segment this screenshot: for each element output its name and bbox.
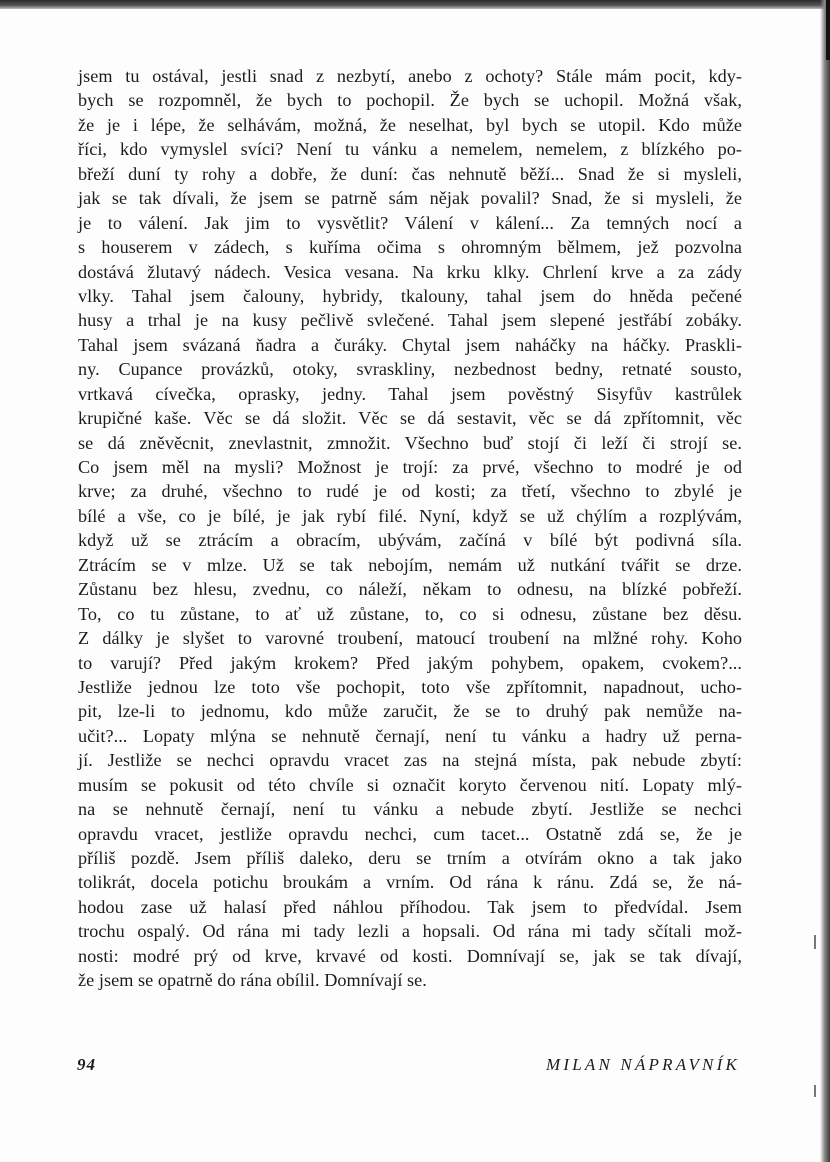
text-line: To, co tu zůstane, to ať už zůstane, to, co si odnesu, zůstane bez děsu. [78, 603, 742, 624]
scan-edge-corner [826, 0, 830, 60]
text-line: když už se ztrácím a obracím, ubývám, začíná v bílé být podivná síla. [78, 530, 742, 551]
text-line: je to válení. Jak jim to vysvětlit? Válení v kálení... Za temných nocí a [78, 212, 742, 233]
running-head-author: MILAN NÁPRAVNÍK [545, 1055, 740, 1074]
text-line: učit?... Lopaty mlýna se nehnutě černají, není tu vánku a hadry už pernа- [78, 725, 742, 746]
text-line: opravdu vracet, jestliže opravdu nechci, cum tacet... Ostatně zdá se, že je [78, 823, 742, 844]
text-line: příliš pozdě. Jsem příliš daleko, deru se trním a otvírám okno a tak jako [78, 848, 742, 868]
text-line: trochu ospalý. Od rána mi tady lezli a hopsali. Od rána mi tady sčítali mož- [78, 921, 742, 942]
text-line: dostává žlutavý nádech. Vesica vesana. Na krku klky. Chrlení krve a za zády [78, 261, 742, 282]
body-text [78, 64, 742, 993]
scan-edge-top [0, 0, 830, 9]
margin-mark [814, 935, 816, 949]
text-line: na se nehnutě černají, není tu vánku a nebude zbytí. Jestliže se nechci [78, 799, 742, 820]
text-line: Ztrácím se v mlze. Už se tak nebojím, nemám už nutkání tvářit se drze. [78, 554, 742, 575]
text-line: musím se pokusit od této chvíle si označit koryto červenou nití. Lopaty mlý- [78, 774, 742, 795]
text-line: bych se rozpomněl, že bych to pochopil. Že bych se uchopil. Možná však, [78, 90, 742, 111]
text-line: Co jsem měl na mysli? Možnost je trojí: za prvé, všechno to modré je od [78, 457, 742, 477]
text-line: vlky. Tahal jsem čalouny, hybridy, tkalouny, tahal jsem do hněda pečené [78, 285, 742, 306]
text-line: že je i lépe, že selhávám, možná, že neselhat, byl bych se utopil. Kdo může [78, 114, 742, 135]
text-line: ny. Cupance provázků, otoky, svraskliny, nezbednost bedny, retnaté sousto, [78, 359, 742, 380]
text-line: Zůstanu bez hlesu, zvednu, co náleží, někam to odnesu, na blízké pobřeží. [78, 579, 742, 600]
page-number: 94 [77, 1055, 96, 1074]
text-line: břeží duní ty rohy a dobře, že duní: čas nehnutě běží... Snad že si mysleli, [78, 163, 742, 184]
text-line: říci, kdo vymyslel svíci? Není tu vánku a nemelem, nemelem, z blízkého po- [78, 139, 742, 160]
text-line: to varují? Před jakým krokem? Před jakým pohybem, opakem, cvokem?... [78, 652, 742, 673]
text-line: jak se tak dívali, že jsem se patrně sám nějak povalil? Snad, že si mysleli, že [78, 188, 742, 209]
text-line: se dá zněvěcnit, znevlastnit, zmnožit. Všechno buď stojí či leží či strojí se. [78, 432, 742, 453]
text-line: krupičné kaše. Věc se dá složit. Věc se dá sestavit, věc se dá zpřítomnit, věc [78, 408, 742, 429]
text-line: že jsem se opatrně do rána obílil. Domnívají se. [78, 970, 427, 991]
text-line: hodou zase už halasí před náhlou příhodou. Tak jsem to předvídal. Jsem [78, 896, 742, 917]
text-line: s houserem v zádech, s kuříma očima s ohromným bělmem, jež pozvolna [78, 237, 742, 258]
text-line: krve; za druhé, všechno to rudé je od kosti; za třetí, všechno to zbylé je [78, 481, 742, 502]
text-line: tolikrát, docela potichu broukám a vrním. Od rána k ránu. Zdá se, že ná- [78, 872, 742, 893]
text-line: pit, lze-li to jednomu, kdo může zaručit, že se to druhý pak nemůže na- [78, 701, 742, 722]
text-line: nosti: modré prý od krve, krvavé od kosti. Domnívají se, jak se tak dívají, [78, 945, 742, 966]
text-line: Tahal jsem svázaná ňadra a čuráky. Chytal jsem naháčky na háčky. Praskli- [78, 334, 742, 355]
margin-mark [814, 1085, 816, 1097]
scan-edge-right [820, 0, 830, 1162]
text-line: jí. Jestliže se nechci opravdu vracet zas na stejná místa, pak nebude zbytí: [78, 750, 742, 771]
text-line: Z dálky je slyšet to varovné troubení, matoucí troubení na mlžné rohy. Koho [78, 628, 742, 649]
text-line: husy a trhal je na kusy pečlivě svlečené. Tahal jsem slepené jestřábí zobáky. [78, 310, 742, 331]
text-line: bílé a vše, co je bílé, je jak rybí filé. Nyní, když se už chýlím a rozplývám, [78, 505, 742, 526]
text-line: vrtkavá cívečka, oprasky, jedny. Tahal jsem pověstný Sisyfův kastrůlek [78, 383, 742, 404]
text-line: jsem tu ostával, jestli snad z nezbytí, anebo z ochoty? Stále mám pocit, kdy- [78, 66, 742, 86]
text-line: Jestliže jednou lze toto vše pochopit, toto vše zpřítomnit, napadnout, ucho- [78, 676, 742, 697]
